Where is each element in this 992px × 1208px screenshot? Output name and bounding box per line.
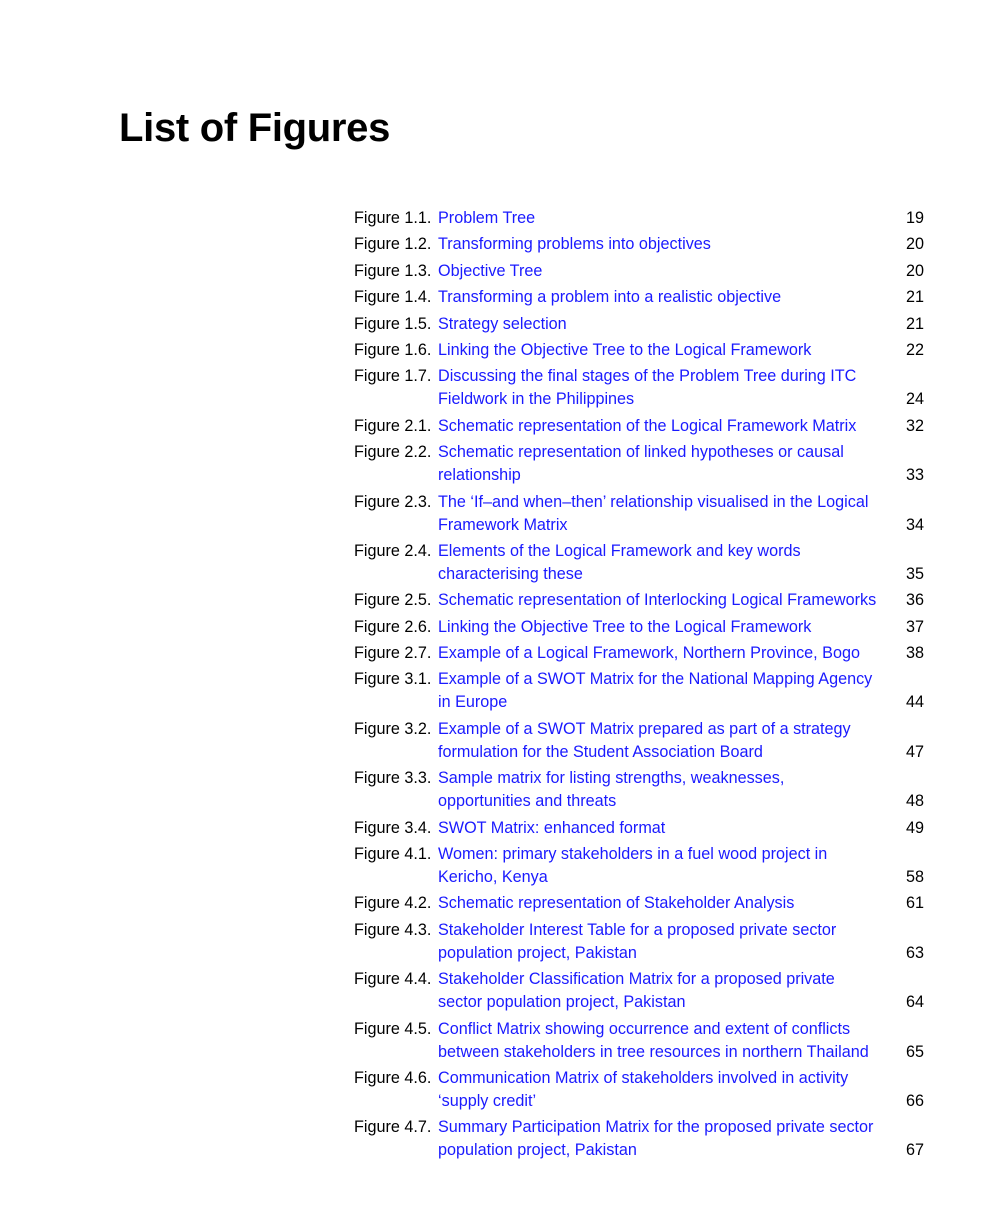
figure-number: Figure 4.1. [354,845,432,864]
figure-page-number: 67 [905,1141,924,1160]
figure-number: Figure 2.2. [354,443,432,462]
figure-number: Figure 1.5. [354,314,432,333]
figure-entry [354,1018,924,1064]
figure-title-link[interactable]: Objective Tree [438,261,543,280]
figure-number: Figure 4.2. [354,894,432,913]
figure-number: Figure 1.7. [354,367,432,386]
figure-number: Figure 2.5. [354,591,432,610]
figure-page-number: 47 [905,742,924,761]
figure-entry [354,968,924,1014]
figure-number: Figure 1.4. [354,288,432,307]
figure-entry [354,491,924,537]
figure-number: Figure 3.1. [354,670,432,689]
figure-entry [354,365,924,411]
figure-entry [354,1116,924,1162]
figure-number: Figure 4.6. [354,1068,432,1087]
figure-title-link[interactable]: Elements of the Logical Framework and key words characterising these [438,541,801,583]
figure-entry [354,233,924,256]
figure-page-number: 22 [905,340,924,359]
figure-entry [354,892,924,915]
figure-page-number: 24 [905,390,924,409]
figure-entry [354,339,924,362]
figure-title-link[interactable]: Summary Participation Matrix for the proposed private sector population project, Pakistan [438,1118,874,1160]
figure-page-number: 21 [905,314,924,333]
figure-list [354,207,924,1166]
figure-title-link[interactable]: Example of a SWOT Matrix prepared as part of a strategy formulation for the Student Association Board [438,719,851,761]
figure-title-link[interactable]: Stakeholder Interest Table for a proposed private sector population project, Pakistan [438,920,837,962]
figure-number: Figure 4.7. [354,1118,432,1137]
figure-number: Figure 1.1. [354,209,432,227]
figure-title-link[interactable]: Schematic representation of the Logical Framework Matrix [438,416,857,435]
figure-title-link[interactable]: Conflict Matrix showing occurrence and extent of conflicts between stakeholders in tree resources in northern Thailand [438,1019,869,1061]
figure-number: Figure 4.5. [354,1019,432,1038]
figure-entry [354,260,924,283]
figure-page-number: 36 [905,591,924,610]
figure-title-link[interactable]: Discussing the final stages of the Problem Tree during ITC Fieldwork in the Philippines [438,367,857,409]
figure-number: Figure 2.3. [354,492,432,511]
figure-number: Figure 3.2. [354,719,432,738]
figure-number: Figure 1.3. [354,261,432,280]
figure-page-number: 21 [905,288,924,307]
figure-number: Figure 3.4. [354,818,432,837]
figure-entry [354,313,924,336]
figure-page-number: 38 [905,644,924,663]
figure-title-link[interactable]: SWOT Matrix: enhanced format [438,818,666,837]
figure-entry [354,817,924,840]
figure-number: Figure 4.4. [354,970,432,989]
figure-entry [354,1067,924,1113]
figure-page-number: 35 [905,564,924,583]
figure-number: Figure 3.3. [354,769,432,788]
figure-number: Figure 2.7. [354,644,432,663]
figure-number: Figure 1.2. [354,235,432,254]
figure-title-link[interactable]: Problem Tree [438,209,536,227]
figure-page-number: 37 [905,617,924,636]
figure-entry [354,767,924,813]
figure-entry [354,441,924,487]
figure-entry [354,415,924,438]
figure-title-link[interactable]: Example of a SWOT Matrix for the National Mapping Agency in Europe [438,670,873,712]
figure-page-number: 33 [905,466,924,485]
figure-entry [354,207,924,230]
figure-number: Figure 2.4. [354,541,432,560]
figure-entry [354,718,924,764]
figure-title-link[interactable]: The ‘If–and when–then’ relationship visualised in the Logical Framework Matrix [438,492,869,534]
figure-entry [354,843,924,889]
figure-entry [354,589,924,612]
figure-entry [354,616,924,639]
figure-page-number: 58 [905,868,924,887]
figure-page-number: 64 [905,993,924,1012]
figure-title-link[interactable]: Schematic representation of Interlocking Logical Frameworks [438,591,877,610]
figure-title-link[interactable]: Schematic representation of Stakeholder Analysis [438,894,795,913]
page-title: List of Figures [119,106,391,150]
figure-page-number: 20 [905,261,924,280]
figure-page-number: 61 [905,894,924,913]
figure-page-number: 19 [905,209,924,227]
figure-page-number: 32 [905,416,924,435]
figure-page-number: 44 [905,693,924,712]
figure-title-link[interactable]: Linking the Objective Tree to the Logical Framework [438,340,812,359]
figure-page-number: 49 [905,818,924,837]
figure-number: Figure 1.6. [354,340,432,359]
figure-title-link[interactable]: Stakeholder Classification Matrix for a proposed private sector population project, Pakistan [438,970,835,1012]
figure-title-link[interactable]: Linking the Objective Tree to the Logical Framework [438,617,812,636]
figure-title-link[interactable]: Sample matrix for listing strengths, weaknesses, opportunities and threats [438,769,785,811]
figure-title-link[interactable]: Women: primary stakeholders in a fuel wood project in Kericho, Kenya [438,845,828,887]
figure-title-link[interactable]: Strategy selection [438,314,567,333]
figure-entry [354,668,924,714]
figure-page-number: 34 [905,515,924,534]
figure-page-number: 20 [905,235,924,254]
figure-page-number: 48 [905,792,924,811]
figure-page-number: 65 [905,1042,924,1061]
figure-title-link[interactable]: Transforming problems into objectives [438,235,711,254]
figure-number: Figure 2.1. [354,416,432,435]
figure-entry [354,286,924,309]
figure-entry [354,919,924,965]
figure-number: Figure 2.6. [354,617,432,636]
figure-title-link[interactable]: Schematic representation of linked hypotheses or causal relationship [438,443,844,485]
figure-page-number: 63 [905,943,924,962]
figure-title-link[interactable]: Communication Matrix of stakeholders involved in activity ‘supply credit’ [438,1068,849,1110]
figure-number: Figure 4.3. [354,920,432,939]
figure-title-link[interactable]: Transforming a problem into a realistic objective [438,288,782,307]
figure-page-number: 66 [905,1091,924,1110]
figure-title-link[interactable]: Example of a Logical Framework, Northern Province, Bogo [438,644,860,663]
figure-entry [354,540,924,586]
figure-entry [354,642,924,665]
